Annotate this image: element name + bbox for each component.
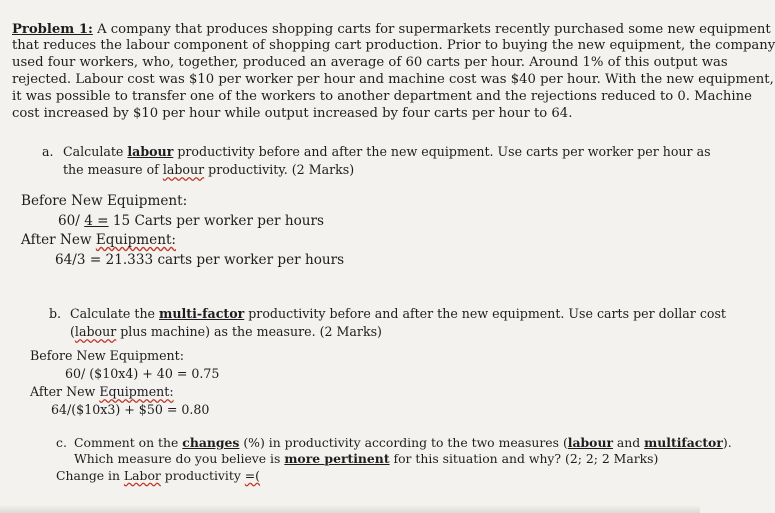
part-c-marker: c.: [56, 435, 67, 450]
part-a-after-calc: 64/3 = 21.333 carts per worker per hours: [55, 252, 345, 268]
problem-label: Problem 1:: [12, 22, 93, 37]
labour-word: labour: [162, 162, 205, 177]
part-b-after-label: After New Equipment:: [30, 384, 174, 399]
part-b-question-line-1: Calculate the multi-factor productivity before and after the new equipment. Use carts per dollar cost: [70, 306, 726, 321]
part-a-before-calc: 60/ 4 = 15 Carts per worker per hours: [58, 213, 325, 229]
part-c-question-line-2: Which measure do you believe is more pertinent for this situation and why? (2; 2; 2 Marks): [74, 451, 659, 466]
problem-line-4: rejected. Labour cost was $10 per worker per hour and machine cost was $40 per hour. With the new equipment,: [12, 72, 774, 87]
problem-line-5: it was possible to transfer one of the workers to another department and the rejections reduced to 0. Machine: [12, 89, 752, 104]
part-b-question-line-2: (labour plus machine) as the measure. (2 Marks): [70, 324, 382, 339]
problem-line-1: Problem 1: A company that produces shopping carts for supermarkets recently purchased some new equipment: [12, 22, 771, 37]
multi-factor-word: multi-factor: [159, 306, 245, 321]
part-a-question-line-1: Calculate labour productivity before and after the new equipment. Use carts per worker per hour as: [63, 144, 711, 159]
part-a-before-label: Before New Equipment:: [21, 193, 188, 209]
part-b-before-calc: 60/ ($10x4) + 40 = 0.75: [65, 366, 220, 381]
part-b-marker: b.: [49, 306, 62, 321]
part-a-question-line-2: the measure of labour productivity. (2 Marks): [63, 162, 355, 177]
part-c-answer: Change in Labor productivity =(: [56, 468, 261, 483]
part-c-question-line-1: Comment on the changes (%) in productivity according to the two measures (labour and multifactor).: [74, 435, 732, 450]
labour-word: labour: [74, 324, 117, 339]
page-bottom-edge: [0, 505, 700, 513]
problem-line-6: cost increased by $10 per hour while output increased by four carts per hour to 64.: [12, 106, 573, 121]
problem-line-3: used four workers, who, together, produced an average of 60 carts per hour. Around 1% of this output was: [12, 55, 728, 70]
part-a-after-label: After New Equipment:: [21, 232, 177, 248]
part-b-before-label: Before New Equipment:: [30, 348, 184, 363]
part-a-marker: a.: [42, 144, 54, 159]
labour-word: labour: [127, 144, 174, 159]
problem-line-2: that reduces the labour component of shopping cart production. Prior to buying the new equipment, the company: [12, 38, 775, 53]
part-b-after-calc: 64/($10x3) + $50 = 0.80: [51, 402, 210, 417]
